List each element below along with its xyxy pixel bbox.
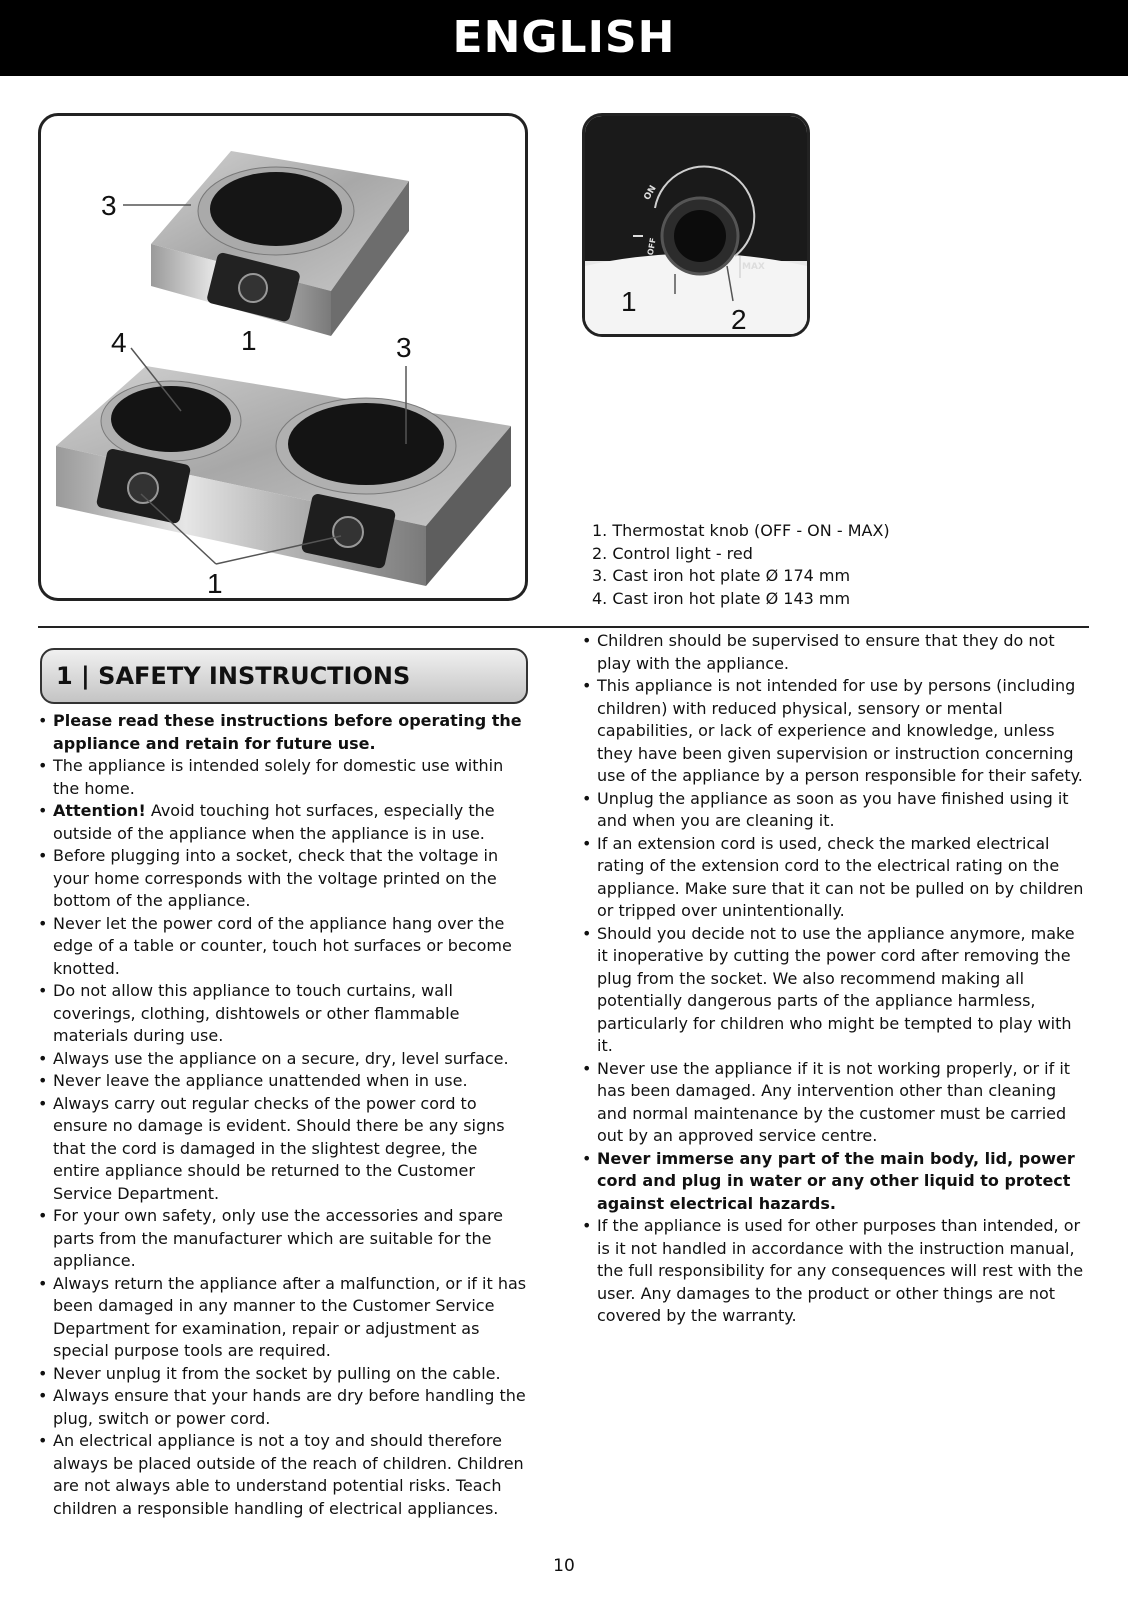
list-item: • If the appliance is used for other purposes than intended, or is it not handled in accordance with the instruction manual, the full responsibility for any consequences will rest with the user. Any damages to the product or other things are not covered by the warranty.: [582, 1215, 1090, 1328]
header-banner: [0, 0, 1128, 76]
knob-label-on: ON: [642, 183, 659, 203]
list-item: • Unplug the appliance as soon as you have finished using it and when you are cleaning it.: [582, 788, 1090, 833]
list-item: • Before plugging into a socket, check that the voltage in your home corresponds with the voltage printed on the bottom of the appliance.: [38, 845, 528, 913]
list-item: • The appliance is intended solely for domestic use within the home.: [38, 755, 528, 800]
parts-legend: [592, 520, 890, 610]
double-plate-small-burner: [111, 386, 231, 452]
list-item: • Always ensure that your hands are dry before handling the plug, switch or power cord.: [38, 1385, 528, 1430]
single-plate-burner: [210, 172, 342, 246]
legend-item: 2. Control light - red: [592, 543, 753, 563]
page-language-title: ENGLISH: [452, 12, 676, 63]
callout-1-middle: 1: [241, 325, 257, 356]
list-item: • Never use the appliance if it is not working properly, or if it has been damaged. Any intervention other than cleaning and normal maintenance by the customer must be carried out by an approved service centre.: [582, 1058, 1090, 1148]
double-plate-large-burner: [288, 403, 444, 485]
list-item: • Never let the power cord of the appliance hang over the edge of a table or counter, touch hot surfaces or become knotted.: [38, 913, 528, 981]
list-item: • Please read these instructions before operating the appliance and retain for future use.: [38, 710, 528, 755]
list-item: • Never unplug it from the socket by pulling on the cable.: [38, 1363, 528, 1386]
callout-1-knob: 1: [621, 286, 637, 317]
double-plate-right-knob: [333, 517, 363, 547]
callout-1-bottom: 1: [207, 568, 223, 599]
section-header-box: [40, 648, 528, 704]
list-item: • This appliance is not intended for use by persons (including children) with reduced physical, sensory or mental capabilities, or lack of experience and knowledge, unless they have been given supervision or instruction concerning use of the appliance by a person responsible for their safety.: [582, 675, 1090, 788]
product-photo-box: [38, 113, 528, 601]
list-item: • Should you decide not to use the appliance anymore, make it inoperative by cutting the power cord after removing the plug from the socket. We also recommend making all potentially dangerous parts of the appliance harmless, particularly for children who might be tempted to play with it.: [582, 923, 1090, 1058]
knob-label-max: MAX: [742, 262, 765, 272]
list-item: • An electrical appliance is not a toy and should therefore always be placed outside of the reach of children. Children are not always able to understand potential risks. Teach children a responsible handling of electrical appliances.: [38, 1430, 528, 1520]
list-item: • Do not allow this appliance to touch curtains, wall coverings, clothing, dishtowels or other flammable materials during use.: [38, 980, 528, 1048]
callout-3-right: 3: [396, 332, 412, 363]
legend-item: 1. Thermostat knob (OFF - ON - MAX): [592, 521, 890, 540]
list-item: • Always use the appliance on a secure, dry, level surface.: [38, 1048, 528, 1071]
thermostat-knob-illustration: [585, 116, 807, 334]
page-number: 10: [553, 1556, 575, 1576]
list-item: • Children should be supervised to ensure that they do not play with the appliance.: [582, 630, 1090, 675]
legend-item: 4. Cast iron hot plate Ø 143 mm: [592, 588, 851, 608]
section-divider: [38, 626, 1089, 628]
list-item: • Attention! Avoid touching hot surfaces, especially the outside of the appliance when the appliance is in use.: [38, 800, 528, 845]
list-item: • Always carry out regular checks of the power cord to ensure no damage is evident. Should there be any signs that the cord is damaged in the slightest degree, the entire appliance should be returned to the Customer Service Department.: [38, 1093, 528, 1206]
knob-label-off: OFF: [645, 236, 658, 257]
callout-3-top: 3: [101, 190, 117, 221]
safety-list-right: [582, 630, 1090, 1328]
list-item: • Never immerse any part of the main body, lid, power cord and plug in water or any other liquid to protect against electrical hazards.: [582, 1148, 1090, 1216]
knob-closeup-photo-box: [582, 113, 810, 337]
safety-list-left: [38, 710, 528, 1520]
callout-4: 4: [111, 327, 127, 358]
legend-item: 3. Cast iron hot plate Ø 174 mm: [592, 566, 851, 585]
list-item: • If an extension cord is used, check the marked electrical rating of the extension cord to the electrical rating on the appliance. Make sure that it can not be pulled on by children or tripped over unintentionally.: [582, 833, 1090, 923]
list-item: • For your own safety, only use the accessories and spare parts from the manufacturer which are suitable for the appliance.: [38, 1205, 528, 1273]
double-plate-left-knob: [128, 473, 158, 503]
list-item: • Never leave the appliance unattended when in use.: [38, 1070, 528, 1093]
section-title: 1 | SAFETY INSTRUCTIONS: [56, 662, 411, 690]
single-plate-knob: [239, 274, 267, 302]
list-item: • Always return the appliance after a malfunction, or if it has been damaged in any manner to the Customer Service Department for examination, repair or adjustment as special purpose tools are required.: [38, 1273, 528, 1363]
callout-2-light: 2: [731, 304, 747, 335]
